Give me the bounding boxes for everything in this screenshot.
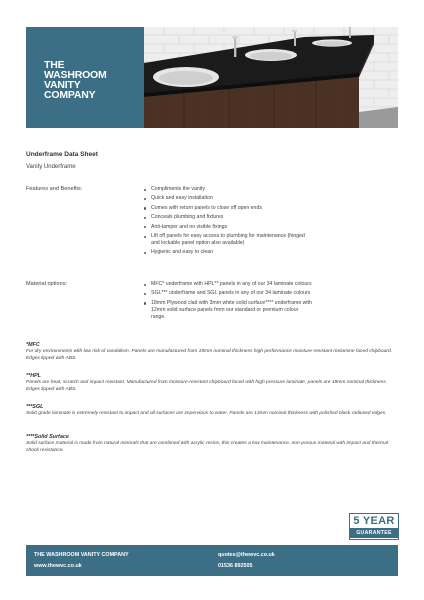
vanity-photo (144, 27, 398, 128)
list-item: 18mm Plywood clad with 3mm white solid surface**** underframe with 12mm solid surface panels from our standard or premium colour range. (144, 300, 314, 321)
document-subtitle: Vanity Underframe (26, 164, 76, 170)
badge-years: 5 YEAR (353, 515, 395, 527)
note-heading: ****Solid Surface (26, 434, 69, 440)
note-solid-surface (26, 434, 396, 454)
note-body: Solid surface material is made from natural minerals that are combined with acrylic resins, this creates a low maintenance, non-porous material with impact and thermal shock resistance. (26, 441, 389, 453)
list-item: Compliments the vanity (144, 186, 314, 193)
guarantee-badge (349, 513, 399, 540)
note-heading: *MFC (26, 342, 40, 348)
footer (26, 545, 398, 576)
note-sgl (26, 404, 396, 418)
list-item: Lift off panels for easy access to plumbing for maintenance (hinged and lockable panel option also available) (144, 233, 314, 247)
logo-line: COMPANY (44, 89, 96, 101)
list-item: Comes with return panels to close off open ends (144, 205, 314, 212)
logo-line: WASHROOM (44, 69, 107, 81)
list-item: SGL*** underframe and SGL panels in any of our 34 laminate colours (144, 290, 314, 297)
materials-label: Material options: (26, 281, 68, 287)
logo-text (44, 60, 107, 100)
list-item: MFC* underframe with HPL** panels in any of our 34 laminate colours (144, 281, 314, 288)
note-body: Solid grade laminate is extremely resistant to impact and all surfaces are impervious to water. Panels are 13mm nominal thickness with polished black radiused edges. (26, 411, 387, 416)
badge-label: GUARANTEE (350, 528, 398, 538)
logo-line: THE (44, 59, 65, 71)
footer-website-link[interactable]: www.thewvc.co.uk (34, 563, 82, 569)
logo-line: VANITY (44, 79, 81, 91)
note-mfc (26, 342, 396, 362)
list-item: Anti-tamper and no visible fixings (144, 224, 314, 231)
document-title: Underframe Data Sheet (26, 151, 98, 158)
features-list (144, 186, 314, 259)
note-hpl (26, 373, 396, 393)
note-heading: **HPL (26, 373, 41, 379)
materials-list (144, 281, 314, 323)
footer-company: THE WASHROOM VANITY COMPANY (34, 552, 129, 558)
list-item: Hygienic and easy to clean (144, 249, 314, 256)
note-body: For dry environments with low risk of vandalism. Panels are manufactured from 19mm nominal thickness high performance moisture-resistant melamine faced chipboard. Edges lipped with ABS. (26, 349, 393, 361)
footer-email-link[interactable]: quotes@thewvc.co.uk (218, 552, 275, 558)
list-item: Quick and easy installation (144, 195, 314, 202)
note-heading: ***SGL (26, 404, 44, 410)
footer-phone: 01536 892505 (218, 563, 253, 569)
company-logo (26, 27, 144, 128)
note-body: Panels are heat, scratch and impact resistant. Manufactured from moisture-resistant chipboard faced with high pressure laminate, panels are 19mm nominal thickness. Edges lipped with ABS. (26, 380, 387, 392)
list-item: Conceals plumbing and fixtures (144, 214, 314, 221)
features-label: Features and Benefits: (26, 186, 83, 192)
